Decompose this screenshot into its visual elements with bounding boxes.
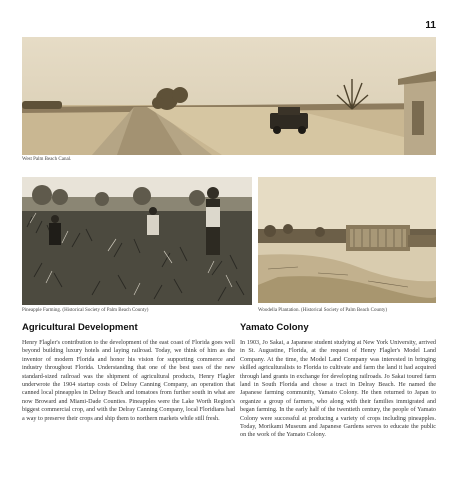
plantation-photo-image xyxy=(258,177,436,303)
agricultural-development-heading: Agricultural Development xyxy=(22,322,138,333)
yamato-colony-body: In 1903, Jo Sakai, a Japanese student studying at New York University, arrived in St. Augustine, Florida, at the request of Henry Flagler's Model Land Company. At the time, the Model Land Company was interested in bringing skilled agriculturalists to Florida to cultivate and farm the land it had acquired through land grants in exchange for developing railroads. Jo Sakai toured farm land in South Florida and chose a tract in Delray Beach. He named the Japanese farming community, Yamato Colony. He then returned to Japan to organize a group of farmers, who along with their families immigrated and began farming. In the early half of the twentieth century, the people of Yamato Colony were successful at producing a variety of crops including pineapples. Today, Morikami Museum and Japanese Gardens serves to educate the public on the work of the Yamato Colony. xyxy=(240,340,436,439)
plantation-caption: Woodella Plantation. (Historical Society of Palm Beach County) xyxy=(258,308,388,313)
canal-photo-image xyxy=(22,37,436,155)
page-number: 11 xyxy=(425,20,436,31)
plantation-photo xyxy=(258,177,436,303)
agricultural-development-body: Henry Flagler's contribution to the development of the east coast of Florida goes well beyond building luxury hotels and laying railroad. Today, we think of him as the inventor of modern Florida and honor his vision for supporting commerce and industry throughout Florida. Understanding that one of the best uses of the new standard-sized railroad was the shipment of agricultural products, Henry Flagler underwrote the 1904 startup costs of Delray Canning Company, an operation that canned local pineapples in Delray Beach and tomatoes from further south in what are now Broward and Miami-Dade Counties. Pineapples were the Lake Worth Region's biggest commercial crop, and with the Delray Canning Company, local Floridians had a way to preserve their crops and ship them to northern markets while still fresh. xyxy=(22,340,235,422)
pineapple-photo xyxy=(22,177,252,305)
canal-photo xyxy=(22,37,436,155)
yamato-colony-heading: Yamato Colony xyxy=(240,322,309,333)
pineapple-caption: Pineapple Farming. (Historical Society of Palm Beach County) xyxy=(22,308,149,313)
pineapple-photo-image xyxy=(22,177,252,305)
canal-caption: West Palm Beach Canal. xyxy=(22,157,72,162)
